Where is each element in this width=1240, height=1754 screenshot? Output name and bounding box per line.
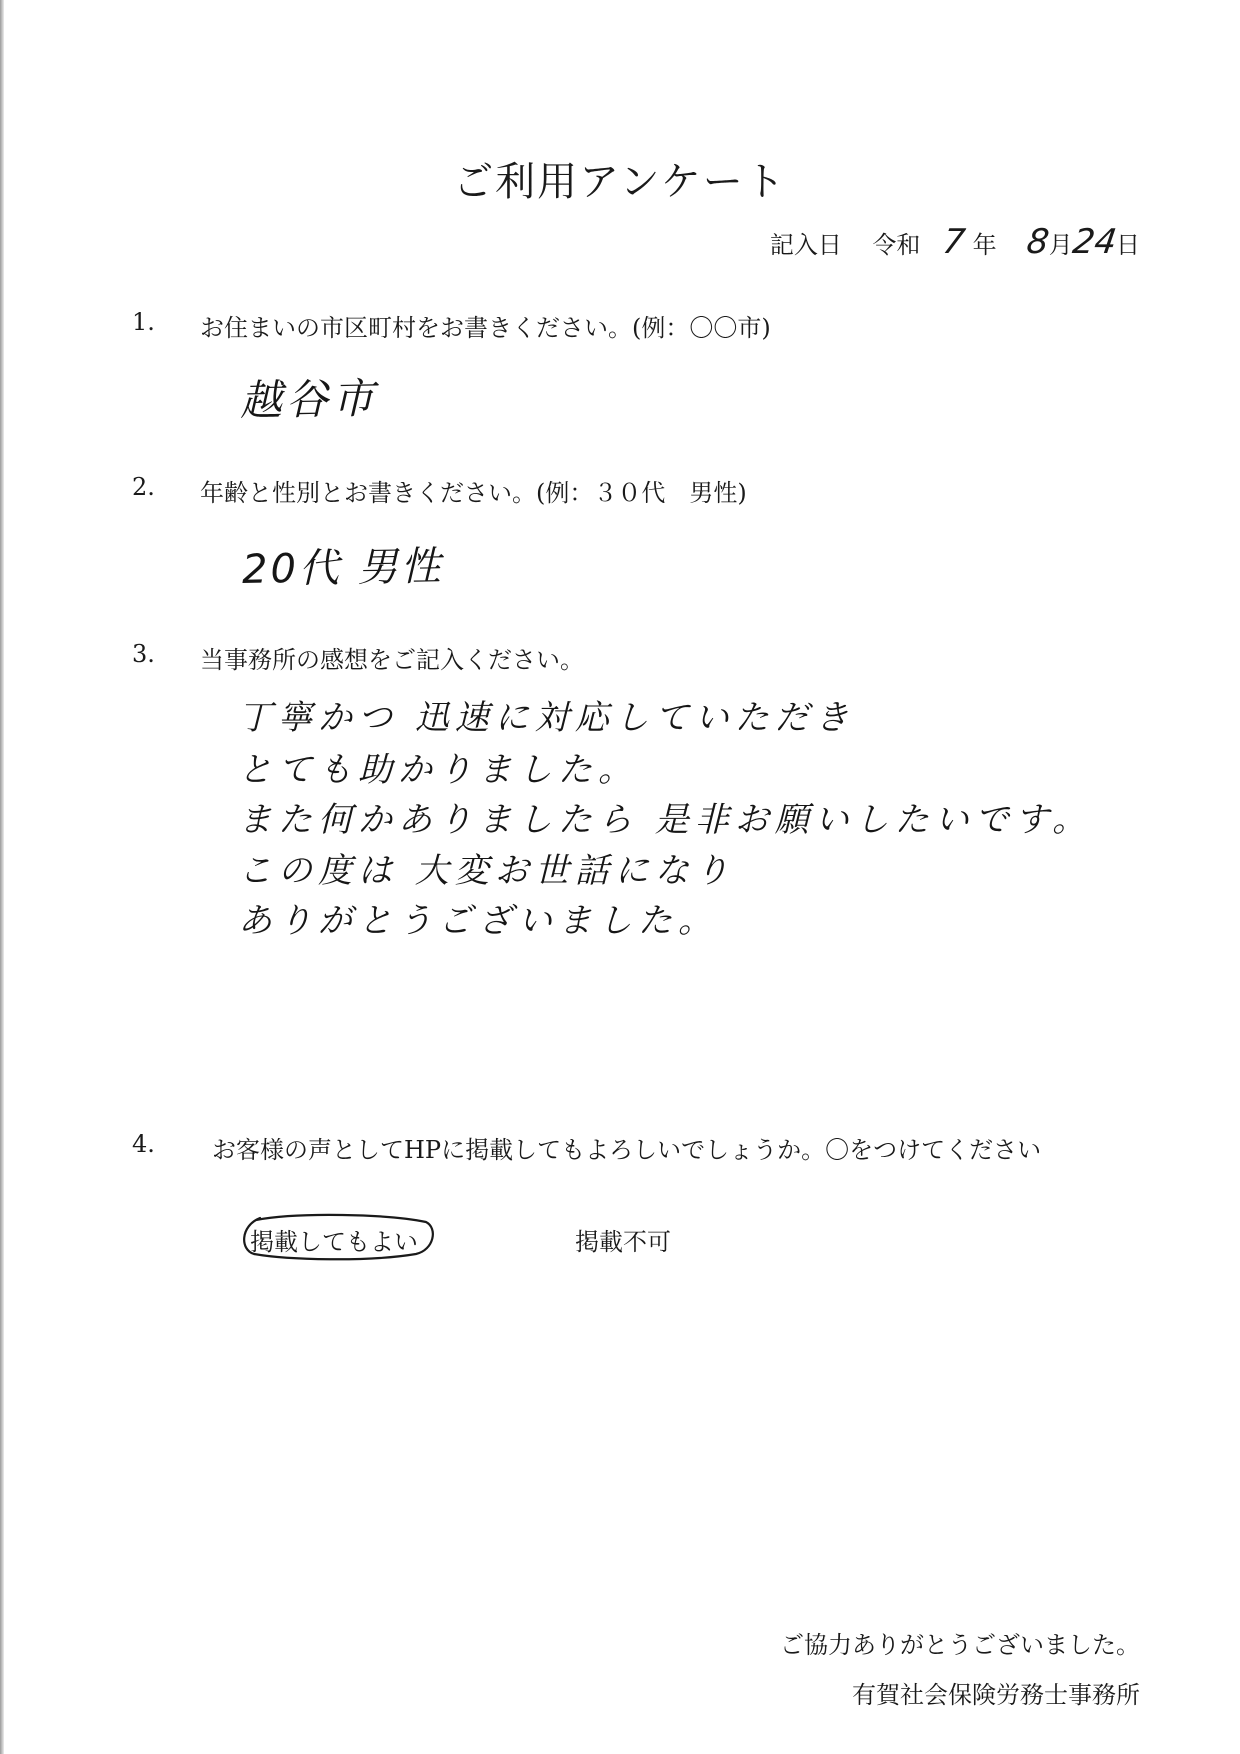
date-era: 令和 xyxy=(872,231,921,259)
answer-1-handwritten: 越谷市 xyxy=(239,373,379,425)
question-4-text: お客様の声としてHPに掲載してもよろしいでしょうか。〇をつけてください xyxy=(212,1136,1042,1164)
answer-2-handwritten: 20代 男性 xyxy=(241,543,445,593)
comment-line-5: ありがとうございました。 xyxy=(238,901,718,941)
comment-line-1: 丁寧かつ 迅速に対応していただき xyxy=(238,698,855,738)
date-day-handwritten: 24 xyxy=(1069,222,1119,262)
date-label: 記入日 xyxy=(769,231,842,259)
date-year-unit: 年 xyxy=(972,231,997,259)
entry-date-row xyxy=(770,222,1140,262)
date-year-handwritten: 7 xyxy=(940,222,968,262)
date-month-unit: 月 xyxy=(1048,231,1073,259)
scan-edge xyxy=(0,0,4,1754)
comment-line-4: この度は 大変お世話になり xyxy=(238,851,735,891)
question-1-number: 1. xyxy=(132,308,155,336)
question-1-text: お住まいの市区町村をお書きください。(例：〇〇市) xyxy=(200,314,771,342)
comment-line-3: また何かありましたら 是非お願いしたいです。 xyxy=(238,800,1093,840)
footer-thanks: ご協力ありがとうございました。 xyxy=(780,1631,1140,1659)
comment-line-2: とても助かりました。 xyxy=(238,750,638,790)
question-4-number: 4. xyxy=(132,1130,155,1158)
question-3-text: 当事務所の感想をご記入ください。 xyxy=(200,646,584,674)
question-2-number: 2. xyxy=(132,473,155,501)
question-3-number: 3. xyxy=(132,640,155,668)
footer-office-name: 有賀社会保険労務士事務所 xyxy=(852,1681,1140,1709)
question-2-text: 年齢と性別とお書きください。(例：３０代 男性) xyxy=(200,479,747,507)
option-publish-no[interactable]: 掲載不可 xyxy=(575,1228,671,1256)
date-day-unit: 日 xyxy=(1116,231,1140,259)
form-title: ご利用アンケート xyxy=(453,159,787,205)
date-month-handwritten: 8 xyxy=(1024,222,1052,262)
option-publish-ok[interactable]: 掲載してもよい xyxy=(250,1228,418,1256)
